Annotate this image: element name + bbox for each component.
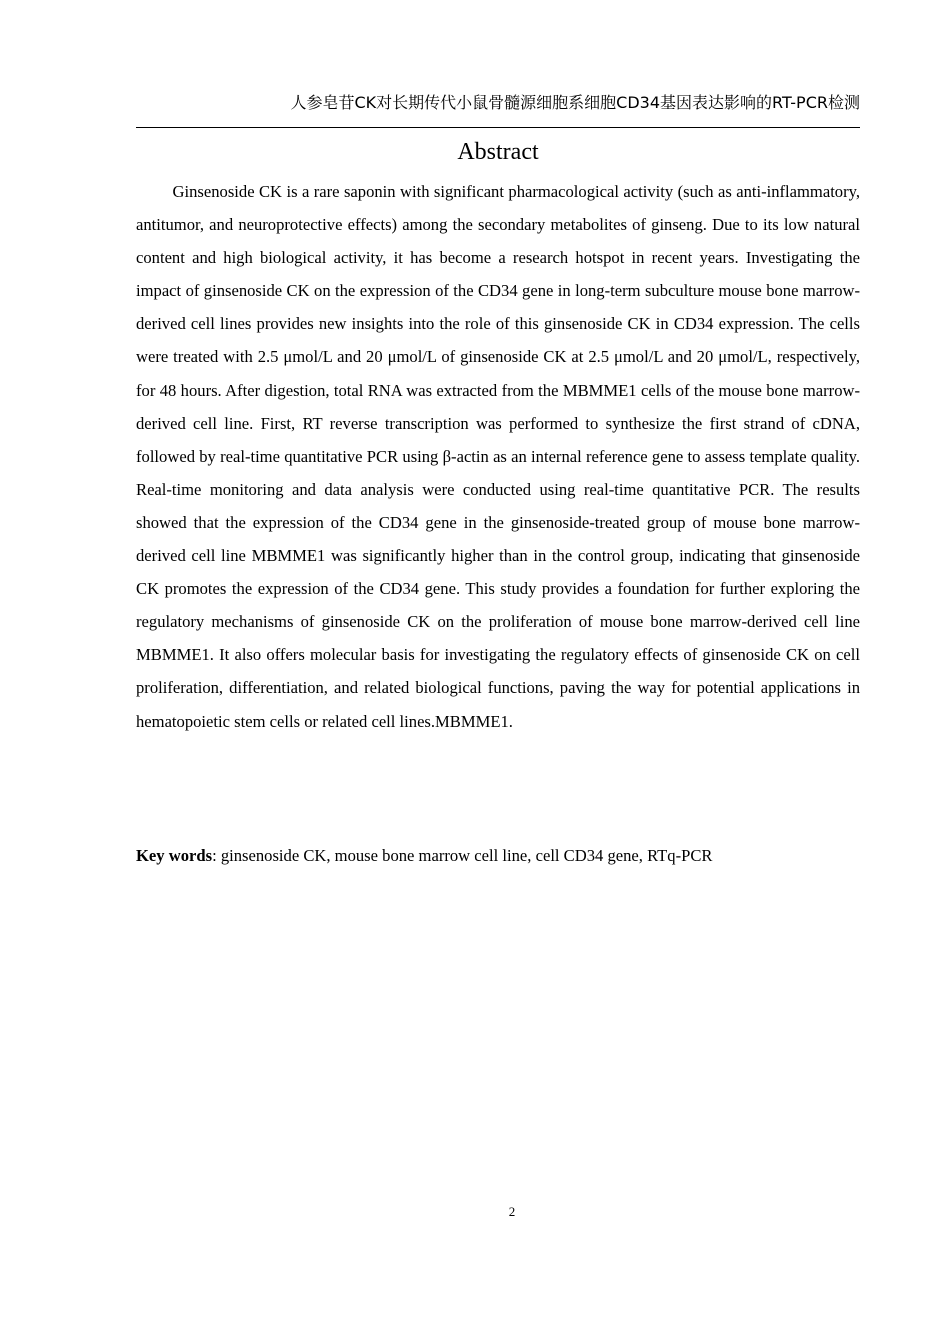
running-header-title: 人参皂苷CK对长期传代小鼠骨髓源细胞系细胞CD34基因表达影响的RT-PCR检测 bbox=[290, 93, 860, 112]
abstract-body: Ginsenoside CK is a rare saponin with significant pharmacological activity (such as anti-inflammatory, antitumor, and neuroprotective effects) among the secondary metabolites of ginseng. Due to its low natural content and high biological activity, it has become a research hotspot in recent years. Investigating the impact of ginsenoside CK on the expression of the CD34 gene in long-term subculture mouse bone marrow-derived cell lines provides new insights into the role of this ginsenoside CK in CD34 expression. The cells were treated with 2.5 μmol/L and 20 μmol/L of ginsenoside CK at 2.5 μmol/L and 20 μmol/L, respectively, for 48 hours. After digestion, total RNA was extracted from the MBMME1 cells of the mouse bone marrow-derived cell line. First, RT reverse transcription was performed to synthesize the first strand of cDNA, followed by real-time quantitative PCR using β-actin as an internal reference gene to assess template quality. Real-time monitoring and data analysis were conducted using real-time quantitative PCR. The results showed that the expression of the CD34 gene in the ginsenoside-treated group of mouse bone marrow-derived cell line MBMME1 was significantly higher than in the control group, indicating that ginsenoside CK promotes the expression of the CD34 gene. This study provides a foundation for further exploring the regulatory mechanisms of ginsenoside CK on the proliferation of mouse bone marrow-derived cell line MBMME1. It also offers molecular basis for investigating the regulatory effects of ginsenoside CK on cell proliferation, differentiation, and related biological functions, paving the way for potential applications in hematopoietic stem cells or related cell lines.MBMME1. bbox=[136, 182, 860, 731]
keywords-value: ginsenoside CK, mouse bone marrow cell line, cell CD34 gene, RTq-PCR bbox=[220, 846, 713, 865]
header-divider bbox=[136, 127, 860, 128]
keywords-line bbox=[136, 842, 860, 870]
keywords-label: Key words bbox=[136, 846, 213, 865]
page-number: 2 bbox=[508, 1204, 516, 1219]
keywords-separator: : bbox=[212, 846, 221, 865]
abstract-heading: Abstract bbox=[457, 139, 539, 165]
